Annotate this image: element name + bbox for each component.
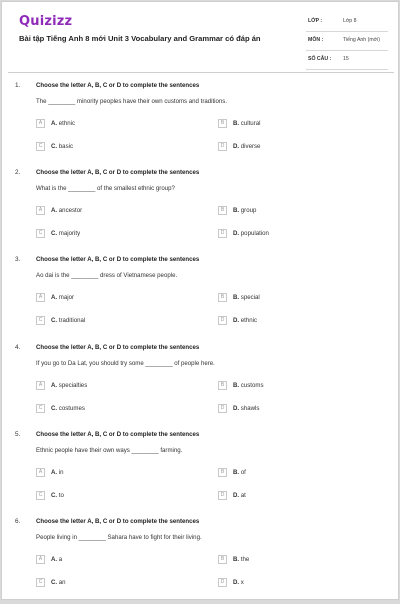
option-text — [51, 230, 80, 237]
meta-value: Tiếng Anh (mới) — [343, 37, 380, 43]
option-letter-box[interactable]: C — [36, 404, 45, 413]
option-letter-box[interactable]: B — [218, 119, 227, 128]
option-letter-box[interactable]: A — [36, 206, 45, 215]
option-label: cultural — [240, 120, 261, 127]
option-prefix: B. — [233, 381, 240, 389]
meta-row-question-count — [306, 51, 388, 70]
question-number: 1. — [15, 82, 21, 89]
option-letter-box[interactable]: D — [218, 316, 227, 325]
option-prefix: B. — [233, 556, 240, 563]
option-label: costumes — [58, 404, 85, 412]
question-instruction: Choose the letter A, B, C or D to complete the sentences — [36, 518, 200, 525]
option-prefix: C. — [51, 579, 58, 586]
question-instruction: Choose the letter A, B, C or D to complete the sentences — [36, 82, 200, 89]
option-label: customs — [240, 381, 264, 389]
option-prefix: D. — [233, 317, 240, 325]
question-5 — [2, 431, 400, 517]
question-2 — [2, 169, 400, 255]
option-letter-box[interactable]: C — [36, 578, 45, 587]
option-prefix: C. — [51, 491, 58, 499]
option-letter-box[interactable]: D — [218, 142, 227, 151]
option-prefix: B. — [233, 207, 240, 215]
option-text — [233, 207, 256, 214]
option-prefix: D. — [233, 491, 240, 499]
question-number: 5. — [15, 430, 21, 438]
option-text — [233, 405, 259, 412]
option-label: majority — [58, 230, 81, 238]
option-label: ethnic — [58, 120, 76, 127]
option-prefix: B. — [233, 120, 240, 127]
option-text — [233, 317, 257, 324]
option-text — [51, 207, 82, 214]
option-prefix: A. — [51, 294, 58, 302]
option-prefix: C. — [51, 404, 58, 412]
option-text — [51, 120, 75, 127]
option-letter-box[interactable]: D — [218, 491, 227, 500]
option-text — [233, 469, 246, 476]
option-prefix: D. — [233, 230, 240, 238]
option-text — [233, 294, 260, 301]
option-letter-box[interactable]: B — [218, 381, 227, 390]
option-text — [51, 317, 85, 324]
option-label: traditional — [58, 317, 86, 325]
option-prefix: A. — [51, 381, 58, 389]
option-label: a — [58, 556, 63, 563]
option-label: the — [240, 556, 250, 563]
option-letter-box[interactable]: D — [218, 578, 227, 587]
option-prefix: C. — [51, 230, 58, 238]
header-divider — [8, 72, 394, 73]
option-letter-box[interactable]: D — [218, 229, 227, 238]
question-6 — [2, 518, 400, 604]
question-3 — [2, 256, 400, 342]
option-prefix: C. — [51, 317, 58, 325]
option-text — [233, 492, 246, 499]
option-label: ancestor — [58, 207, 83, 215]
option-letter-box[interactable]: D — [218, 404, 227, 413]
question-text: If you go to Da Lat, you should try some ________ of people here. — [36, 359, 215, 367]
question-instruction: Choose the letter A, B, C or D to complete the sentences — [36, 343, 200, 351]
option-text — [233, 579, 244, 586]
option-letter-box[interactable]: C — [36, 142, 45, 151]
option-letter-box[interactable]: A — [36, 381, 45, 390]
option-label: at — [240, 491, 246, 499]
option-text — [233, 230, 269, 237]
option-text — [51, 143, 73, 150]
option-letter-box[interactable]: B — [218, 555, 227, 564]
option-label: group — [240, 207, 257, 215]
option-prefix: A. — [51, 556, 58, 563]
meta-label: LỚP : — [308, 18, 323, 24]
question-number: 4. — [15, 343, 21, 351]
option-label: basic — [58, 143, 74, 150]
option-prefix: B. — [233, 294, 240, 302]
meta-row-class — [306, 13, 388, 32]
option-text — [51, 294, 74, 301]
question-1 — [2, 82, 400, 168]
question-text: Ao dai is the ________ dress of Vietnamese people. — [36, 272, 178, 280]
option-label: to — [58, 491, 64, 499]
option-letter-box[interactable]: C — [36, 316, 45, 325]
option-prefix: D. — [233, 404, 240, 412]
option-label: an — [58, 579, 66, 586]
option-text — [233, 382, 264, 389]
option-letter-box[interactable]: A — [36, 119, 45, 128]
question-text: People living in ________ Sahara have to fight for their living. — [36, 534, 202, 541]
option-letter-box[interactable]: A — [36, 293, 45, 302]
worksheet-header — [2, 2, 400, 70]
question-instruction: Choose the letter A, B, C or D to complete the sentences — [36, 256, 200, 264]
question-instruction: Choose the letter A, B, C or D to complete the sentences — [36, 430, 200, 438]
option-letter-box[interactable]: A — [36, 468, 45, 477]
option-prefix: B. — [233, 468, 240, 476]
meta-row-subject — [306, 32, 388, 51]
option-label: major — [58, 294, 75, 302]
worksheet-meta-table — [306, 13, 388, 70]
option-letter-box[interactable]: C — [36, 491, 45, 500]
meta-value: Lớp 8 — [343, 18, 357, 24]
question-4 — [2, 344, 400, 430]
option-letter-box[interactable]: C — [36, 229, 45, 238]
option-letter-box[interactable]: B — [218, 468, 227, 477]
option-text — [233, 143, 260, 150]
worksheet-page — [1, 1, 399, 600]
option-label: specialties — [58, 381, 88, 389]
option-label: special — [240, 294, 260, 302]
meta-value: 15 — [343, 56, 349, 62]
option-label: ethnic — [240, 317, 258, 325]
question-text: What is the ________ of the smallest ethnic group? — [36, 185, 175, 193]
option-prefix: A. — [51, 120, 58, 127]
option-prefix: D. — [233, 143, 240, 150]
option-text — [51, 492, 64, 499]
option-label: of — [240, 468, 246, 476]
option-letter-box[interactable]: B — [218, 293, 227, 302]
option-text — [233, 556, 249, 563]
worksheet-title: Bài tập Tiếng Anh 8 mới Unit 3 Vocabulary and Grammar có đáp án — [19, 34, 261, 43]
question-number: 3. — [15, 256, 21, 264]
quizizz-logo: Quizizz — [19, 14, 73, 29]
option-label: shawls — [240, 404, 260, 412]
question-number: 6. — [15, 518, 21, 525]
option-label: population — [240, 230, 269, 238]
option-text — [51, 469, 64, 476]
option-prefix: A. — [51, 468, 58, 476]
option-text — [51, 556, 62, 563]
option-label: x — [240, 579, 244, 586]
question-instruction: Choose the letter A, B, C or D to complete the sentences — [36, 169, 200, 177]
option-prefix: A. — [51, 207, 58, 215]
option-text — [233, 120, 260, 127]
question-number: 2. — [15, 169, 21, 177]
meta-label: MÔN : — [308, 37, 324, 43]
option-prefix: D. — [233, 579, 240, 586]
option-label: diverse — [240, 143, 261, 150]
option-letter-box[interactable]: A — [36, 555, 45, 564]
option-text — [51, 405, 85, 412]
option-text — [51, 382, 87, 389]
question-text: Ethnic people have their own ways ________ farming. — [36, 446, 183, 454]
option-label: in — [58, 468, 64, 476]
meta-label: SỐ CÂU : — [308, 56, 332, 62]
question-text: The ________ minority peoples have their own customs and traditions. — [36, 98, 228, 105]
option-text — [51, 579, 66, 586]
option-letter-box[interactable]: B — [218, 206, 227, 215]
option-prefix: C. — [51, 143, 58, 150]
